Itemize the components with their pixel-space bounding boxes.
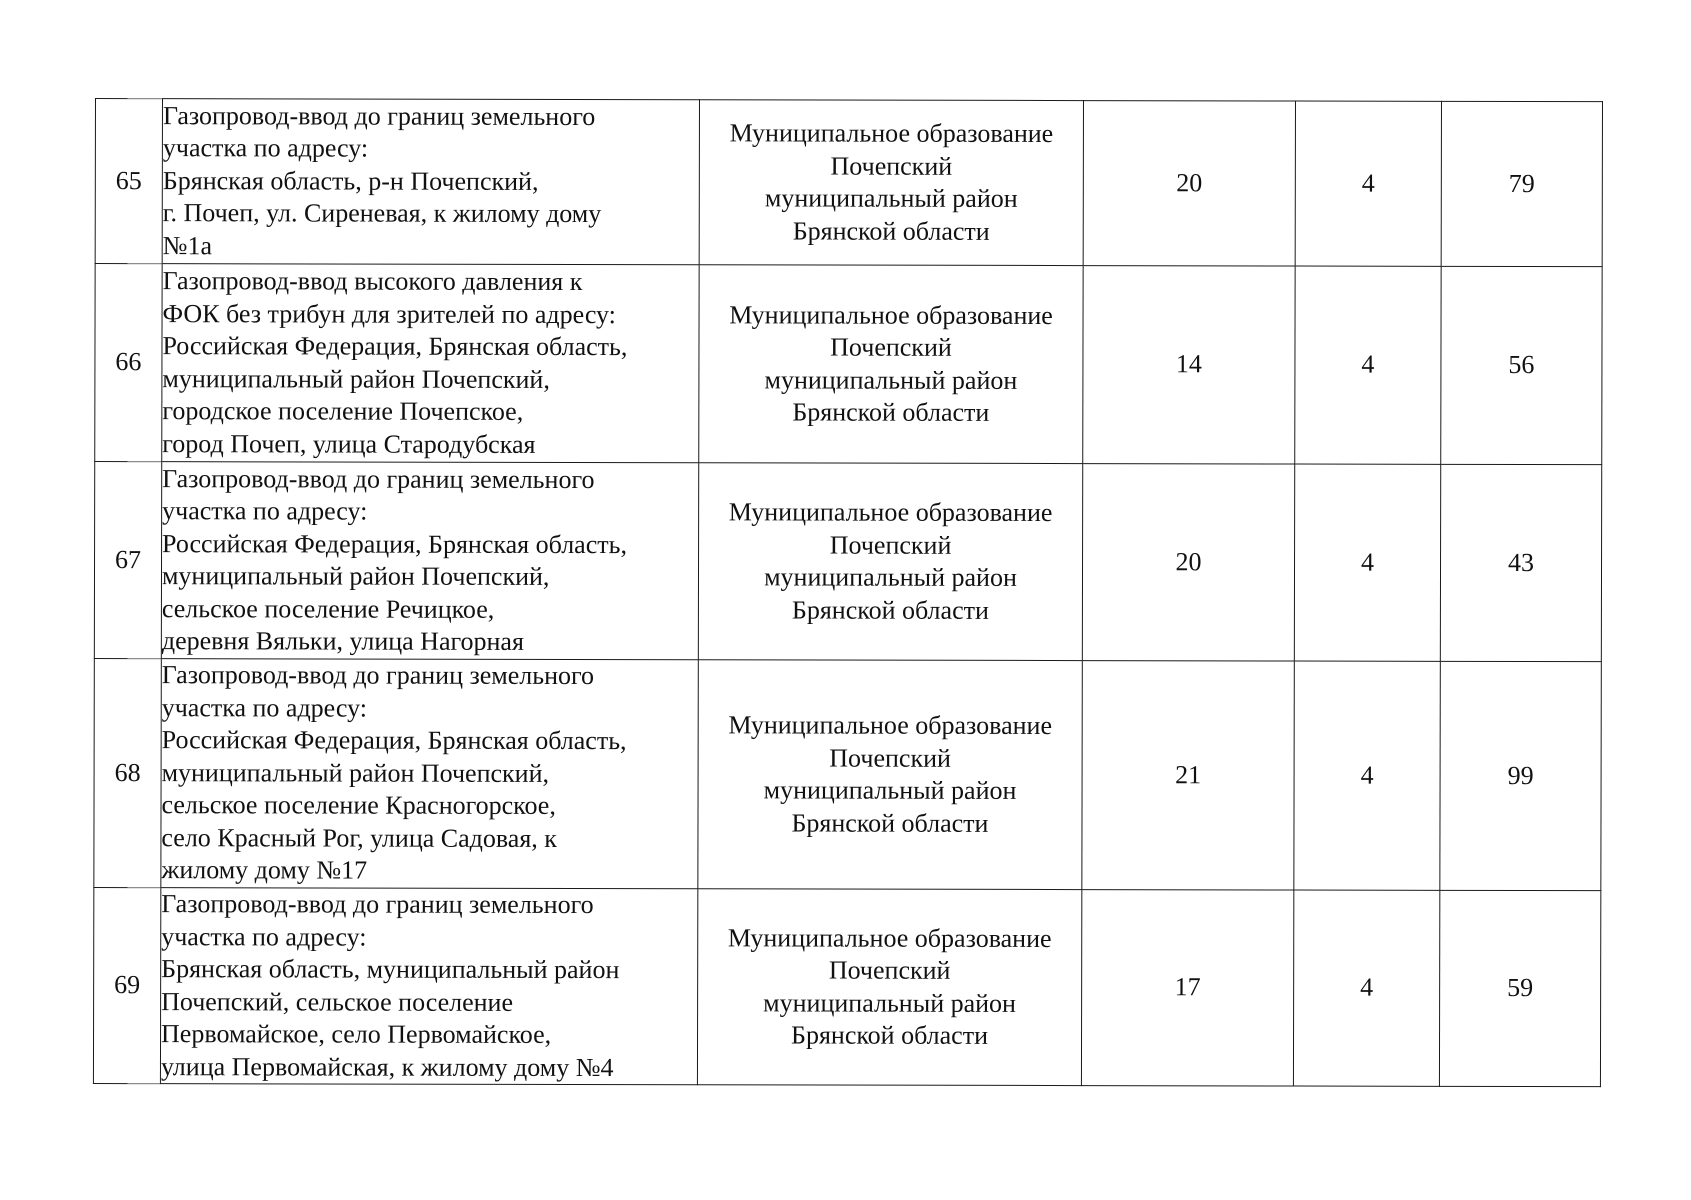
value-cell-a: 20 bbox=[1083, 101, 1295, 266]
owner-line: Почепский bbox=[829, 743, 951, 773]
description-line: село Красный Рог, улица Садовая, к bbox=[161, 822, 557, 853]
value-cell-a: 21 bbox=[1082, 661, 1294, 890]
owner-line: Почепский bbox=[830, 332, 952, 362]
description-line: №1а bbox=[162, 230, 213, 260]
owner-line: Брянской области bbox=[791, 1020, 989, 1050]
owner-line: муниципальный район bbox=[763, 987, 1017, 1018]
value-cell-c: 99 bbox=[1440, 661, 1601, 890]
description-line: деревня Вяльки, улица Нагорная bbox=[161, 626, 524, 656]
description-line: Брянская область, муниципальный район bbox=[161, 954, 620, 985]
owner-line: Муниципальное образование bbox=[729, 299, 1053, 330]
owner-line: Почепский bbox=[829, 530, 952, 560]
description-line: участка по адресу: bbox=[162, 133, 369, 163]
description-line: улица Первомайская, к жилому дому №4 bbox=[160, 1051, 614, 1082]
owner-line: Брянской области bbox=[791, 594, 989, 625]
table-row bbox=[94, 462, 1601, 662]
description-line: Газопровод-ввод до границ земельного bbox=[162, 463, 595, 494]
row-number: 66 bbox=[95, 264, 162, 462]
object-description bbox=[161, 659, 698, 889]
table-row bbox=[95, 99, 1602, 267]
description-line: жилому дому №17 bbox=[161, 855, 368, 885]
description-line: Российская Федерация, Брянская область, bbox=[162, 528, 628, 559]
description-line: Почепский, сельское поселение bbox=[161, 986, 514, 1017]
row-number: 65 bbox=[95, 99, 162, 264]
owner-line: Муниципальное образование bbox=[728, 497, 1053, 528]
owner-cell bbox=[698, 660, 1082, 890]
description-line: Российская Федерация, Брянская область, bbox=[162, 331, 628, 362]
value-cell-b: 4 bbox=[1295, 101, 1441, 266]
description-line: г. Почеп, ул. Сиреневая, к жилому дому bbox=[162, 198, 602, 229]
description-line: Газопровод-ввод до границ земельного bbox=[161, 889, 594, 920]
value-cell-c: 59 bbox=[1439, 890, 1600, 1086]
owner-line: Муниципальное образование bbox=[728, 710, 1053, 741]
value-cell-c: 43 bbox=[1440, 464, 1601, 661]
value-cell-c: 79 bbox=[1441, 101, 1602, 266]
description-line: сельское поселение Красногорское, bbox=[161, 790, 556, 821]
description-line: сельское поселение Речицкое, bbox=[161, 593, 495, 624]
owner-line: Брянской области bbox=[791, 807, 989, 838]
table-row bbox=[95, 264, 1602, 465]
description-line: муниципальный район Почепский, bbox=[161, 757, 550, 788]
owner-line: Муниципальное образование bbox=[727, 922, 1052, 953]
object-description bbox=[161, 462, 698, 660]
description-line: участка по адресу: bbox=[161, 921, 367, 952]
description-line: Газопровод-ввод высокого давления к bbox=[162, 266, 583, 297]
description-line: Первомайское, село Первомайское, bbox=[161, 1019, 552, 1049]
value-cell-b: 4 bbox=[1295, 266, 1441, 464]
description-line: Газопровод-ввод до границ земельного bbox=[161, 660, 595, 691]
value-cell-b: 4 bbox=[1294, 464, 1440, 661]
description-line: муниципальный район Почепский, bbox=[162, 363, 550, 394]
owner-line: муниципальный район bbox=[764, 183, 1018, 213]
object-description bbox=[162, 99, 699, 265]
owner-line: муниципальный район bbox=[764, 364, 1018, 395]
description-line: город Почеп, улица Стародубская bbox=[162, 428, 536, 459]
owner-cell bbox=[697, 889, 1081, 1086]
description-line: участка по адресу: bbox=[161, 692, 368, 723]
object-description bbox=[160, 888, 697, 1085]
value-cell-c: 56 bbox=[1441, 266, 1602, 464]
owner-line: Брянской области bbox=[792, 397, 990, 427]
owner-line: Муниципальное образование bbox=[729, 118, 1054, 149]
value-cell-a: 14 bbox=[1083, 266, 1295, 464]
owner-cell bbox=[698, 463, 1082, 661]
description-line: Газопровод-ввод до границ земельного bbox=[162, 100, 596, 131]
object-description bbox=[162, 264, 699, 463]
value-cell-a: 20 bbox=[1082, 464, 1294, 661]
value-cell-b: 4 bbox=[1293, 890, 1439, 1086]
description-line: муниципальный район Почепский, bbox=[161, 561, 550, 591]
owner-cell bbox=[699, 265, 1083, 464]
description-line: городское поселение Почепское, bbox=[162, 396, 524, 426]
owner-line: Почепский bbox=[830, 151, 953, 181]
description-line: Брянская область, р-н Почепский, bbox=[162, 165, 539, 196]
description-line: ФОК без трибун для зрителей по адресу: bbox=[162, 298, 616, 329]
description-line: Российская Федерация, Брянская область, bbox=[161, 725, 627, 756]
row-number: 67 bbox=[94, 462, 161, 659]
table-row bbox=[93, 887, 1600, 1086]
value-cell-b: 4 bbox=[1294, 661, 1440, 890]
description-line: участка по адресу: bbox=[162, 496, 368, 526]
owner-cell bbox=[699, 100, 1083, 266]
gas-pipeline-table bbox=[93, 98, 1603, 1087]
owner-line: Брянской области bbox=[792, 215, 990, 246]
owner-line: Почепский bbox=[828, 955, 951, 985]
value-cell-a: 17 bbox=[1081, 890, 1293, 1086]
owner-line: муниципальный район bbox=[763, 775, 1017, 805]
owner-line: муниципальный район bbox=[764, 562, 1017, 592]
table-row bbox=[94, 658, 1601, 890]
row-number: 68 bbox=[94, 658, 161, 887]
row-number: 69 bbox=[93, 887, 160, 1083]
